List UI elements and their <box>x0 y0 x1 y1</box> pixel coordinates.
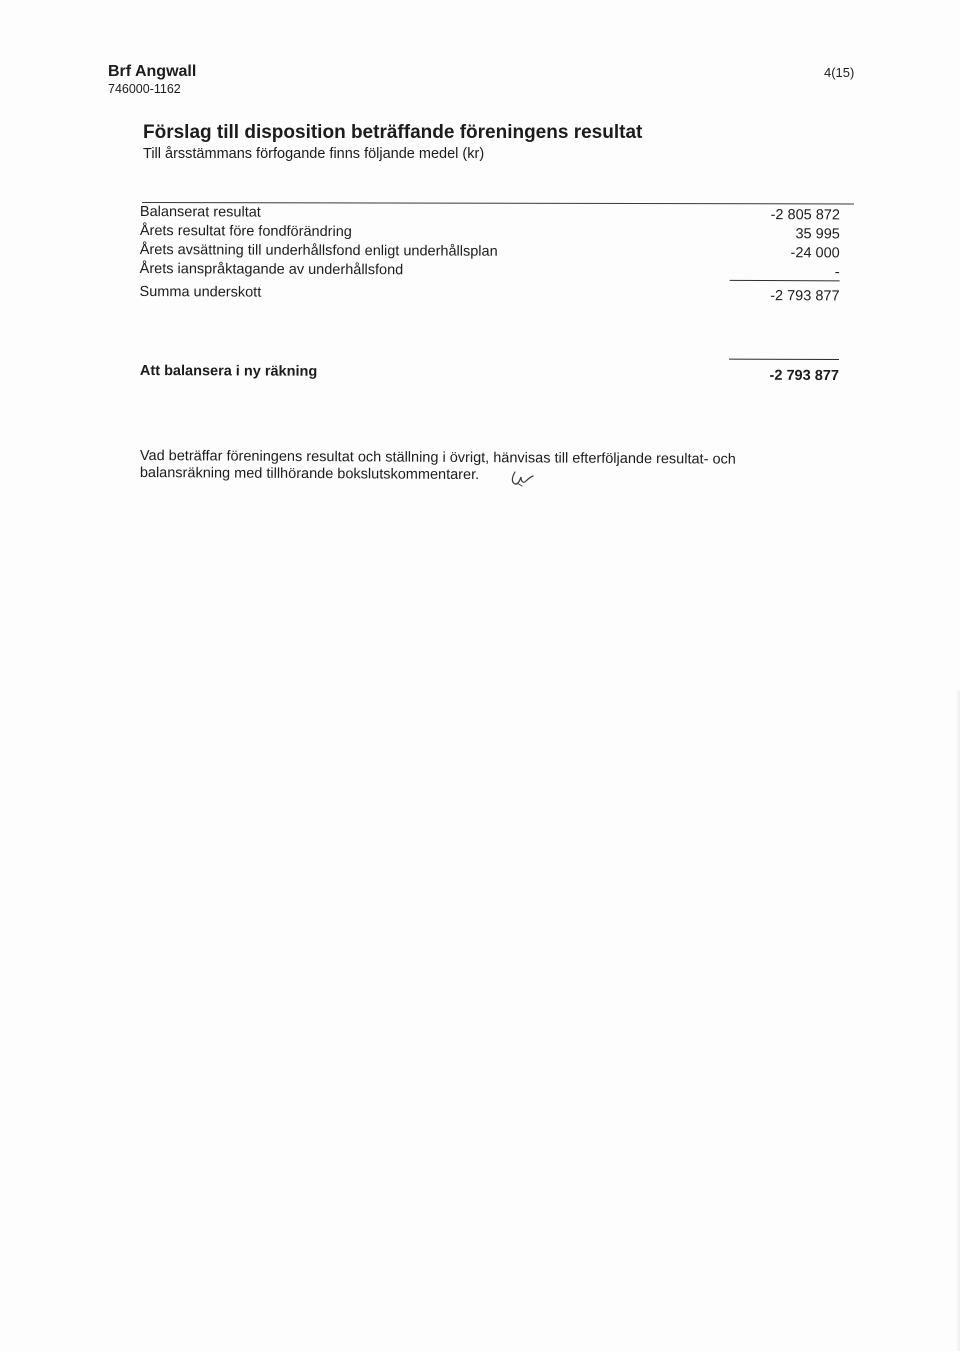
row-label: Årets avsättning till underhållsfond enligt underhållsplan <box>139 241 498 260</box>
summa-value: -2 793 877 <box>770 288 840 305</box>
row-label: Balanserat resultat <box>139 203 261 221</box>
row-value: -2 805 872 <box>770 207 840 224</box>
closing-note <box>140 448 840 486</box>
org-number: 746000-1162 <box>108 82 181 96</box>
scan-edge-shadow <box>956 690 960 1351</box>
row-value: 35 995 <box>795 226 840 243</box>
org-name: Brf Angwall <box>108 63 197 80</box>
balance-label: Att balansera i ny räkning <box>139 362 318 380</box>
row-label: Årets resultat före fondförändring <box>139 222 352 241</box>
disposition-table <box>139 203 840 305</box>
row-label: Årets ianspråktagande av underhållsfond <box>139 260 404 279</box>
row-value: -24 000 <box>790 245 840 262</box>
section-title: Förslag till disposition beträffande föreningens resultat <box>143 122 643 143</box>
summa-label: Summa underskott <box>139 283 262 301</box>
page-number: 4(15) <box>824 65 855 80</box>
balance-rule <box>729 359 839 360</box>
summa-row <box>139 279 840 305</box>
initials-mark <box>509 469 535 489</box>
section-subtitle: Till årsstämmans förfogande finns följande medel (kr) <box>143 146 485 162</box>
balance-block <box>140 356 839 389</box>
row-value: - <box>834 264 840 281</box>
balance-value: -2 793 877 <box>769 367 839 385</box>
note-line-1: Vad beträffar föreningens resultat och ställning i övrigt, hänvisas till efterföljande resultat- och <box>139 448 736 468</box>
note-line-2: balansräkning med tillhörande bokslutskommentarer. <box>139 464 480 484</box>
